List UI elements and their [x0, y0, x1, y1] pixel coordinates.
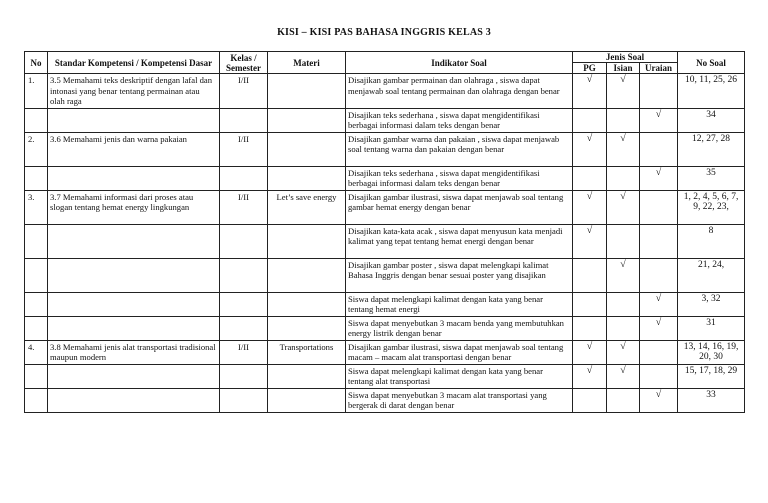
kelas-semester-empty	[220, 224, 268, 258]
header-isian: Isian	[607, 63, 640, 74]
no-soal: 21, 24,	[678, 258, 745, 292]
materi-empty	[268, 388, 346, 412]
kompetensi-dasar-empty	[48, 364, 220, 388]
kelas-semester-empty	[220, 388, 268, 412]
header-jenis-soal: Jenis Soal	[573, 52, 678, 63]
check-isian	[607, 166, 640, 190]
check-isian	[607, 316, 640, 340]
row-number-empty	[25, 108, 48, 132]
kelas-semester: I/II	[220, 340, 268, 364]
row-number-empty	[25, 316, 48, 340]
indikator-soal: Disajikan gambar poster , siswa dapat melengkapi kalimat Bahasa Inggris dengan benar sesuai poster yang disajikan	[346, 258, 573, 292]
header-indikator-soal: Indikator Soal	[346, 52, 573, 74]
row-number: 1.	[25, 74, 48, 109]
check-isian: √	[607, 258, 640, 292]
indikator-soal: Disajikan gambar ilustrasi, siswa dapat menjawab soal tentang gambar hemat energy dengan benar	[346, 190, 573, 224]
check-uraian: √	[640, 388, 678, 412]
kompetensi-dasar-empty	[48, 166, 220, 190]
row-number: 2.	[25, 132, 48, 166]
row-number: 3.	[25, 190, 48, 224]
table-row	[25, 364, 745, 388]
indikator-soal: Disajikan gambar ilustrasi, siswa dapat menjawab soal tentang macam – macam alat transportasi dengan benar	[346, 340, 573, 364]
no-soal: 12, 27, 28	[678, 132, 745, 166]
kelas-semester-empty	[220, 258, 268, 292]
row-number-empty	[25, 224, 48, 258]
header-kelas-semester: Kelas / Semester	[220, 52, 268, 74]
kompetensi-dasar: 3.7 Memahami informasi dari proses atau slogan tentang hemat energy lingkungan	[48, 190, 220, 224]
check-uraian: √	[640, 108, 678, 132]
kelas-semester-empty	[220, 364, 268, 388]
table-row	[25, 292, 745, 316]
check-isian: √	[607, 364, 640, 388]
no-soal: 8	[678, 224, 745, 258]
check-pg	[573, 388, 607, 412]
indikator-soal: Disajikan gambar warna dan pakaian , siswa dapat menjawab soal tentang warna dan pakaian dengan benar	[346, 132, 573, 166]
indikator-soal: Disajikan teks sederhana , siswa dapat mengidentifikasi berbagai informasi dalam teks dengan benar	[346, 166, 573, 190]
kelas-semester: I/II	[220, 132, 268, 166]
materi-empty	[268, 258, 346, 292]
check-uraian	[640, 132, 678, 166]
check-pg	[573, 258, 607, 292]
kelas-semester-empty	[220, 316, 268, 340]
table-row	[25, 340, 745, 364]
check-pg: √	[573, 74, 607, 109]
kompetensi-dasar: 3.8 Memahami jenis alat transportasi tradisional maupun modern	[48, 340, 220, 364]
no-soal: 15, 17, 18, 29	[678, 364, 745, 388]
row-number-empty	[25, 364, 48, 388]
row-number-empty	[25, 258, 48, 292]
no-soal: 10, 11, 25, 26	[678, 74, 745, 109]
kelas-semester-empty	[220, 108, 268, 132]
materi-empty	[268, 108, 346, 132]
table-row	[25, 74, 745, 109]
check-isian: √	[607, 190, 640, 224]
no-soal: 13, 14, 16, 19, 20, 30	[678, 340, 745, 364]
indikator-soal: Siswa dapat menyebutkan 3 macam alat transportasi yang bergerak di darat dengan benar	[346, 388, 573, 412]
no-soal: 31	[678, 316, 745, 340]
check-uraian	[640, 258, 678, 292]
indikator-soal: Siswa dapat menyebutkan 3 macam benda yang membutuhkan energy listrik dengan benar	[346, 316, 573, 340]
kisi-kisi-table	[24, 51, 745, 413]
no-soal: 3, 32	[678, 292, 745, 316]
check-pg: √	[573, 132, 607, 166]
indikator-soal: Siswa dapat melengkapi kalimat dengan kata yang benar tentang hemat energi	[346, 292, 573, 316]
table-row	[25, 190, 745, 224]
check-isian: √	[607, 340, 640, 364]
kelas-semester: I/II	[220, 190, 268, 224]
no-soal: 34	[678, 108, 745, 132]
row-number-empty	[25, 388, 48, 412]
materi	[268, 132, 346, 166]
check-uraian	[640, 224, 678, 258]
check-pg	[573, 292, 607, 316]
table-row	[25, 316, 745, 340]
materi-empty	[268, 316, 346, 340]
header-pg: PG	[573, 63, 607, 74]
row-number-empty	[25, 292, 48, 316]
check-pg	[573, 108, 607, 132]
check-isian: √	[607, 74, 640, 109]
kompetensi-dasar-empty	[48, 108, 220, 132]
kompetensi-dasar-empty	[48, 316, 220, 340]
header-no-soal: No Soal	[678, 52, 745, 74]
table-row	[25, 108, 745, 132]
kelas-semester: I/II	[220, 74, 268, 109]
kompetensi-dasar-empty	[48, 258, 220, 292]
check-pg: √	[573, 224, 607, 258]
check-isian	[607, 388, 640, 412]
table-row	[25, 132, 745, 166]
table-header	[25, 52, 745, 74]
check-pg: √	[573, 364, 607, 388]
kompetensi-dasar-empty	[48, 224, 220, 258]
table-row	[25, 258, 745, 292]
document-title: KISI – KISI PAS BAHASA INGGRIS KELAS 3	[277, 27, 491, 38]
indikator-soal: Siswa dapat melengkapi kalimat dengan kata yang benar tentang alat transportasi	[346, 364, 573, 388]
check-pg	[573, 166, 607, 190]
row-number-empty	[25, 166, 48, 190]
materi-empty	[268, 224, 346, 258]
check-uraian	[640, 74, 678, 109]
kelas-semester-empty	[220, 292, 268, 316]
check-isian	[607, 108, 640, 132]
kompetensi-dasar-empty	[48, 292, 220, 316]
kelas-semester-empty	[220, 166, 268, 190]
check-uraian	[640, 364, 678, 388]
header-uraian: Uraian	[640, 63, 678, 74]
no-soal: 35	[678, 166, 745, 190]
table-row	[25, 388, 745, 412]
indikator-soal: Disajikan teks sederhana , siswa dapat mengidentifikasi berbagai informasi dalam teks dengan benar	[346, 108, 573, 132]
check-pg	[573, 316, 607, 340]
check-uraian	[640, 340, 678, 364]
table-row	[25, 224, 745, 258]
check-uraian: √	[640, 316, 678, 340]
header-no: No	[25, 52, 48, 74]
header-standar-kompetensi: Standar Kompetensi / Kompetensi Dasar	[48, 52, 220, 74]
header-materi: Materi	[268, 52, 346, 74]
check-pg: √	[573, 190, 607, 224]
no-soal: 33	[678, 388, 745, 412]
materi: Transportations	[268, 340, 346, 364]
check-pg: √	[573, 340, 607, 364]
indikator-soal: Disajikan kata-kata acak , siswa dapat menyusun kata menjadi kalimat yang tepat tentang hemat energi dengan benar	[346, 224, 573, 258]
table-body	[25, 74, 745, 413]
kompetensi-dasar-empty	[48, 388, 220, 412]
check-isian: √	[607, 132, 640, 166]
kompetensi-dasar: 3.6 Memahami jenis dan warna pakaian	[48, 132, 220, 166]
indikator-soal: Disajikan gambar permainan dan olahraga , siswa dapat menjawab soal tentang permainan dan olahraga dengan benar	[346, 74, 573, 109]
materi: Let’s save energy	[268, 190, 346, 224]
row-number: 4.	[25, 340, 48, 364]
check-uraian: √	[640, 292, 678, 316]
no-soal: 1, 2, 4, 5, 6, 7, 9, 22, 23,	[678, 190, 745, 224]
materi	[268, 74, 346, 109]
check-uraian: √	[640, 166, 678, 190]
kompetensi-dasar: 3.5 Memahami teks deskriptif dengan lafal dan intonasi yang benar tentang permainan atau olah raga	[48, 74, 220, 109]
materi-empty	[268, 292, 346, 316]
check-isian	[607, 224, 640, 258]
table-row	[25, 166, 745, 190]
materi-empty	[268, 364, 346, 388]
check-uraian	[640, 190, 678, 224]
materi-empty	[268, 166, 346, 190]
check-isian	[607, 292, 640, 316]
